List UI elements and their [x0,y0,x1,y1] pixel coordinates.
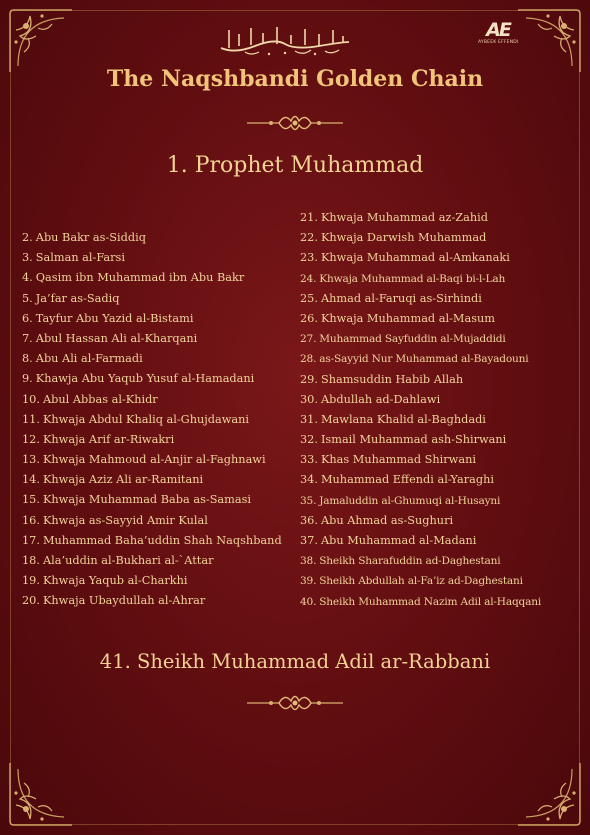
entry-name: Khwaja Muhammad al-Baqi bi-l-Lah [319,272,506,285]
list-item [300,370,541,390]
list-item [300,349,541,369]
entry-number: 6. [22,311,33,325]
entry-name: Khwaja Darwish Muhammad [320,231,487,245]
entry-number: 32. [300,433,318,447]
entry-number: 2. [22,231,33,244]
list-item [300,571,541,591]
entry-name: Muhammad Sayfuddin al-Mujaddidi [319,333,506,346]
entry-number: 17. [22,533,40,547]
list-item [300,531,541,551]
list-item [22,531,282,551]
list-item [22,268,282,288]
entry-number: 8. [22,352,33,366]
entry-name: Muhammad Baha’uddin Shah Naqshband [42,533,282,547]
entry-name: Sheikh Sharafuddin ad-Daghestani [319,555,501,568]
entry-name: Shamsuddin Habib Allah [320,372,464,386]
bismillah-calligraphy [215,24,355,58]
entry-name: Tayfur Abu Yazid al-Bistami [35,311,194,325]
brand-logo [478,20,518,46]
entry-number: 36. [300,513,318,527]
entry-number: 23. [300,251,318,265]
entry-number: 39. [300,575,317,588]
entry-name: Muhammad Effendi al-Yaraghi [320,473,494,487]
entry-name: Khwaja Arif ar-Riwakri [42,432,175,446]
entry-number: 33. [300,453,318,467]
entry-name: Abu Ali al-Farmadi [35,352,143,366]
logo-mark: AE [486,19,510,41]
entry-number: 18. [22,554,40,567]
entry-number: 7. [22,331,33,345]
entry-name: Khwaja Muhammad Baba as-Samasi [42,493,252,507]
list-item [300,228,541,248]
list-item [300,410,541,430]
list-item [300,592,541,612]
entry-name: Sheikh Muhammad Nazim Adil al-Haqqani [319,595,542,608]
last-entry: 41. Sheikh Muhammad Adil ar-Rabbani [99,650,491,673]
list-item [22,571,282,591]
list-item [300,390,541,410]
entry-number: 5. [22,291,33,305]
entry-name: Abul Abbas al-Khidr [42,392,158,406]
entry-name: Abu Muhammad al-Madani [320,534,477,547]
entry-name: Khwaja Muhammad al-Masum [320,311,496,325]
entry-name: Khwaja Aziz Ali ar-Ramitani [42,473,204,487]
chain-list-left [22,228,282,612]
entry-number: 25. [300,291,318,305]
list-item [300,470,541,490]
list-item [300,269,541,289]
list-item [22,450,282,470]
entry-name: Ala’uddin al-Bukhari al-`Attar [42,554,214,567]
entry-name: Jamaluddin al-Ghumuqi al-Husayni [319,494,501,507]
entry-name: Khwaja Muhammad al-Amkanaki [320,251,510,265]
list-item [300,491,541,511]
entry-name: Abu Bakr as-Siddiq [35,231,146,244]
chain-list-right [300,208,541,612]
list-item [22,430,282,450]
entry-name: Khawja Abu Yaqub Yusuf al-Hamadani [35,372,255,386]
divider-ornament-icon [245,110,345,136]
list-item [300,511,541,531]
entry-number: 16. [22,513,40,527]
list-item [22,349,282,369]
entry-number: 38. [300,555,317,568]
entry-name: Khas Muhammad Shirwani [320,453,476,467]
entry-name: as-Sayyid Nur Muhammad al-Bayadouni [319,353,529,366]
list-item [300,309,541,329]
entry-number: 28. [300,353,317,366]
list-item [22,511,282,531]
list-item [22,390,282,410]
divider-ornament-icon [245,690,345,716]
list-item [22,329,282,349]
entry-number: 30. [300,392,318,406]
entry-number: 35. [300,494,317,507]
entry-name: Mawlana Khalid al-Baghdadi [320,412,486,426]
list-item [22,470,282,490]
entry-name: Khwaja Ubaydullah al-Ahrar [42,594,206,608]
entry-name: Sheikh Abdullah al-Fa’iz ad-Daghestani [319,575,523,588]
list-item [300,208,541,228]
entry-number: 12. [22,432,40,446]
list-item [22,551,282,571]
entry-number: 14. [22,473,40,487]
first-entry: 1. Prophet Muhammad [166,153,424,178]
list-item [300,430,541,450]
list-item [22,248,282,268]
entry-number: 15. [22,493,40,507]
entry-number: 19. [22,574,40,588]
entry-number: 10. [22,392,40,406]
list-item [300,551,541,571]
entry-number: 29. [300,372,318,386]
entry-number: 26. [300,311,318,325]
list-item [300,248,541,268]
list-item [22,369,282,389]
entry-name: Abul Hassan Ali al-Kharqani [35,331,198,345]
entry-name: Khwaja Yaqub al-Charkhi [42,574,188,588]
entry-number: 21. [300,211,318,224]
entry-number: 40. [300,595,317,608]
entry-name: Abu Ahmad as-Sughuri [320,513,454,527]
corner-ornament-icon [514,759,584,829]
list-item [300,329,541,349]
list-item [22,591,282,611]
entry-number: 37. [300,534,318,547]
entry-name: Qasim ibn Muhammad ibn Abu Bakr [35,271,245,285]
entry-number: 11. [22,412,40,426]
entry-number: 27. [300,333,317,346]
entry-number: 3. [22,251,33,265]
list-item [22,309,282,329]
entry-number: 9. [22,372,33,386]
entry-name: Khwaja Abdul Khaliq al-Ghujdawani [42,412,250,426]
corner-ornament-icon [6,759,76,829]
page-title: The Naqshbandi Golden Chain [106,66,484,92]
logo-text: AYBEEK EFFENDI [478,40,519,45]
list-item [300,289,541,309]
entry-number: 20. [22,594,40,608]
entry-name: Khwaja Muhammad az-Zahid [320,211,488,224]
list-item [22,289,282,309]
entry-name: Salman al-Farsi [35,251,125,265]
entry-name: Khwaja as-Sayyid Amir Kulal [42,513,208,527]
entry-number: 4. [22,271,33,285]
list-item [300,450,541,470]
entry-number: 22. [300,231,318,245]
entry-number: 31. [300,412,318,426]
entry-name: Abdullah ad-Dahlawi [320,392,441,406]
list-item [22,228,282,248]
list-item [22,490,282,510]
entry-name: Ja’far as-Sadiq [35,291,120,305]
entry-number: 34. [300,473,318,487]
entry-number: 24. [300,272,317,285]
entry-number: 13. [22,453,40,467]
entry-name: Khwaja Mahmoud al-Anjir al-Faghnawi [42,453,266,467]
list-item [22,410,282,430]
entry-name: Ismail Muhammad ash-Shirwani [320,433,507,447]
entry-name: Ahmad al-Faruqi as-Sirhindi [320,291,482,305]
